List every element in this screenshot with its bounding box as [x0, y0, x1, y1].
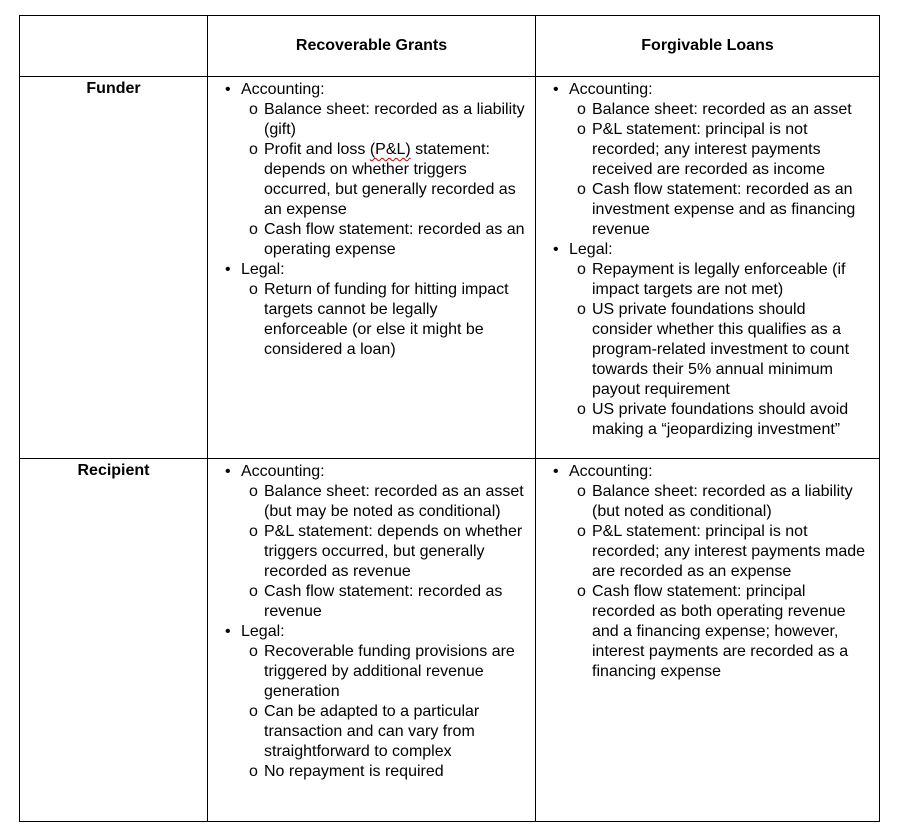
item-text: Balance sheet: recorded as a liability (but noted as conditional)	[592, 483, 853, 520]
list-item	[569, 400, 873, 440]
item-text: Return of funding for hitting impact targets cannot be legally enforceable (or else it might be considered a loan)	[264, 281, 509, 358]
item-text: Can be adapted to a particular transaction and can vary from straightforward to complex	[264, 703, 480, 760]
circle-bullet-icon: o	[577, 401, 586, 418]
header-empty	[20, 16, 208, 77]
circle-bullet-icon: o	[249, 281, 258, 298]
recipient-forgivable-loans-cell	[536, 459, 880, 822]
recipient-recoverable-grants-cell	[208, 459, 536, 822]
list-item	[241, 140, 529, 220]
circle-bullet-icon: o	[577, 181, 586, 198]
item-text: US private foundations should avoid making a “jeopardizing investment”	[592, 401, 849, 438]
list-item	[241, 702, 529, 762]
section-item	[216, 80, 529, 260]
bullet-icon: •	[225, 463, 231, 480]
list-item	[569, 260, 873, 300]
item-text: P&L statement: depends on whether triggers occurred, but generally recorded as revenue	[264, 523, 523, 580]
circle-bullet-icon: o	[249, 141, 258, 158]
list-item	[241, 280, 529, 360]
circle-bullet-icon: o	[249, 703, 258, 720]
list-item	[241, 522, 529, 582]
list-item	[569, 482, 873, 522]
comparison-table	[19, 15, 880, 822]
recipient-row	[20, 459, 880, 822]
section-title: Legal:	[241, 261, 285, 278]
list-item	[241, 762, 529, 782]
section-title: Legal:	[241, 623, 285, 640]
bullet-icon: •	[225, 261, 231, 278]
section-item	[216, 260, 529, 360]
circle-bullet-icon: o	[249, 583, 258, 600]
row-label-recipient: Recipient	[20, 459, 208, 822]
list-item	[241, 100, 529, 140]
circle-bullet-icon: o	[249, 221, 258, 238]
circle-bullet-icon: o	[577, 483, 586, 500]
header-forgivable-loans: Forgivable Loans	[536, 16, 880, 77]
item-text: Balance sheet: recorded as a liability (gift)	[264, 101, 525, 138]
item-text: Balance sheet: recorded as an asset	[592, 101, 852, 118]
circle-bullet-icon: o	[249, 763, 258, 780]
item-text: Profit and loss (P&L) statement: depends on whether triggers occurred, but generally recorded as an expense	[264, 141, 516, 218]
header-recoverable-grants: Recoverable Grants	[208, 16, 536, 77]
bullet-icon: •	[553, 241, 559, 258]
funder-row	[20, 77, 880, 459]
item-text: P&L statement: principal is not recorded; any interest payments received are recorded as income	[592, 121, 826, 178]
item-text: Balance sheet: recorded as an asset (but may be noted as conditional)	[264, 483, 524, 520]
list-item	[569, 120, 873, 180]
list-item	[569, 522, 873, 582]
item-text: No repayment is required	[264, 763, 444, 780]
circle-bullet-icon: o	[577, 101, 586, 118]
circle-bullet-icon: o	[577, 583, 586, 600]
item-text: P&L statement: principal is not recorded; any interest payments made are recorded as an expense	[592, 523, 866, 580]
item-text: Cash flow statement: recorded as an investment expense and as financing revenue	[592, 181, 856, 238]
header-row	[20, 16, 880, 77]
section-item	[544, 80, 873, 240]
list-item	[569, 100, 873, 120]
bullet-icon: •	[553, 463, 559, 480]
section-title: Legal:	[569, 241, 613, 258]
circle-bullet-icon: o	[577, 121, 586, 138]
section-item	[544, 462, 873, 682]
circle-bullet-icon: o	[249, 101, 258, 118]
circle-bullet-icon: o	[577, 261, 586, 278]
section-title: Accounting:	[241, 81, 325, 98]
bullet-icon: •	[225, 81, 231, 98]
item-text: Cash flow statement: recorded as revenue	[264, 583, 503, 620]
spellcheck-underline: (P&L)	[369, 141, 411, 158]
list-item	[241, 482, 529, 522]
section-item	[216, 622, 529, 782]
section-title: Accounting:	[241, 463, 325, 480]
section-title: Accounting:	[569, 81, 653, 98]
circle-bullet-icon: o	[249, 643, 258, 660]
section-item	[216, 462, 529, 622]
funder-forgivable-loans-cell	[536, 77, 880, 459]
list-item	[569, 180, 873, 240]
bullet-icon: •	[553, 81, 559, 98]
circle-bullet-icon: o	[577, 523, 586, 540]
list-item	[241, 582, 529, 622]
circle-bullet-icon: o	[249, 523, 258, 540]
row-label-funder: Funder	[20, 77, 208, 459]
item-text: Repayment is legally enforceable (if impact targets are not met)	[592, 261, 846, 298]
section-item	[544, 240, 873, 440]
list-item	[569, 300, 873, 400]
bullet-icon: •	[225, 623, 231, 640]
list-item	[241, 220, 529, 260]
item-text: Cash flow statement: recorded as an operating expense	[264, 221, 525, 258]
list-item	[569, 582, 873, 682]
circle-bullet-icon: o	[249, 483, 258, 500]
circle-bullet-icon: o	[577, 301, 586, 318]
item-text: Recoverable funding provisions are triggered by additional revenue generation	[264, 643, 515, 700]
section-title: Accounting:	[569, 463, 653, 480]
item-text: Cash flow statement: principal recorded as both operating revenue and a financing expense; however, interest payments are recorded as a financing expense	[592, 583, 849, 680]
item-text: US private foundations should consider whether this qualifies as a program-related investment to count towards their 5% annual minimum payout requirement	[592, 301, 850, 398]
list-item	[241, 642, 529, 702]
funder-recoverable-grants-cell	[208, 77, 536, 459]
